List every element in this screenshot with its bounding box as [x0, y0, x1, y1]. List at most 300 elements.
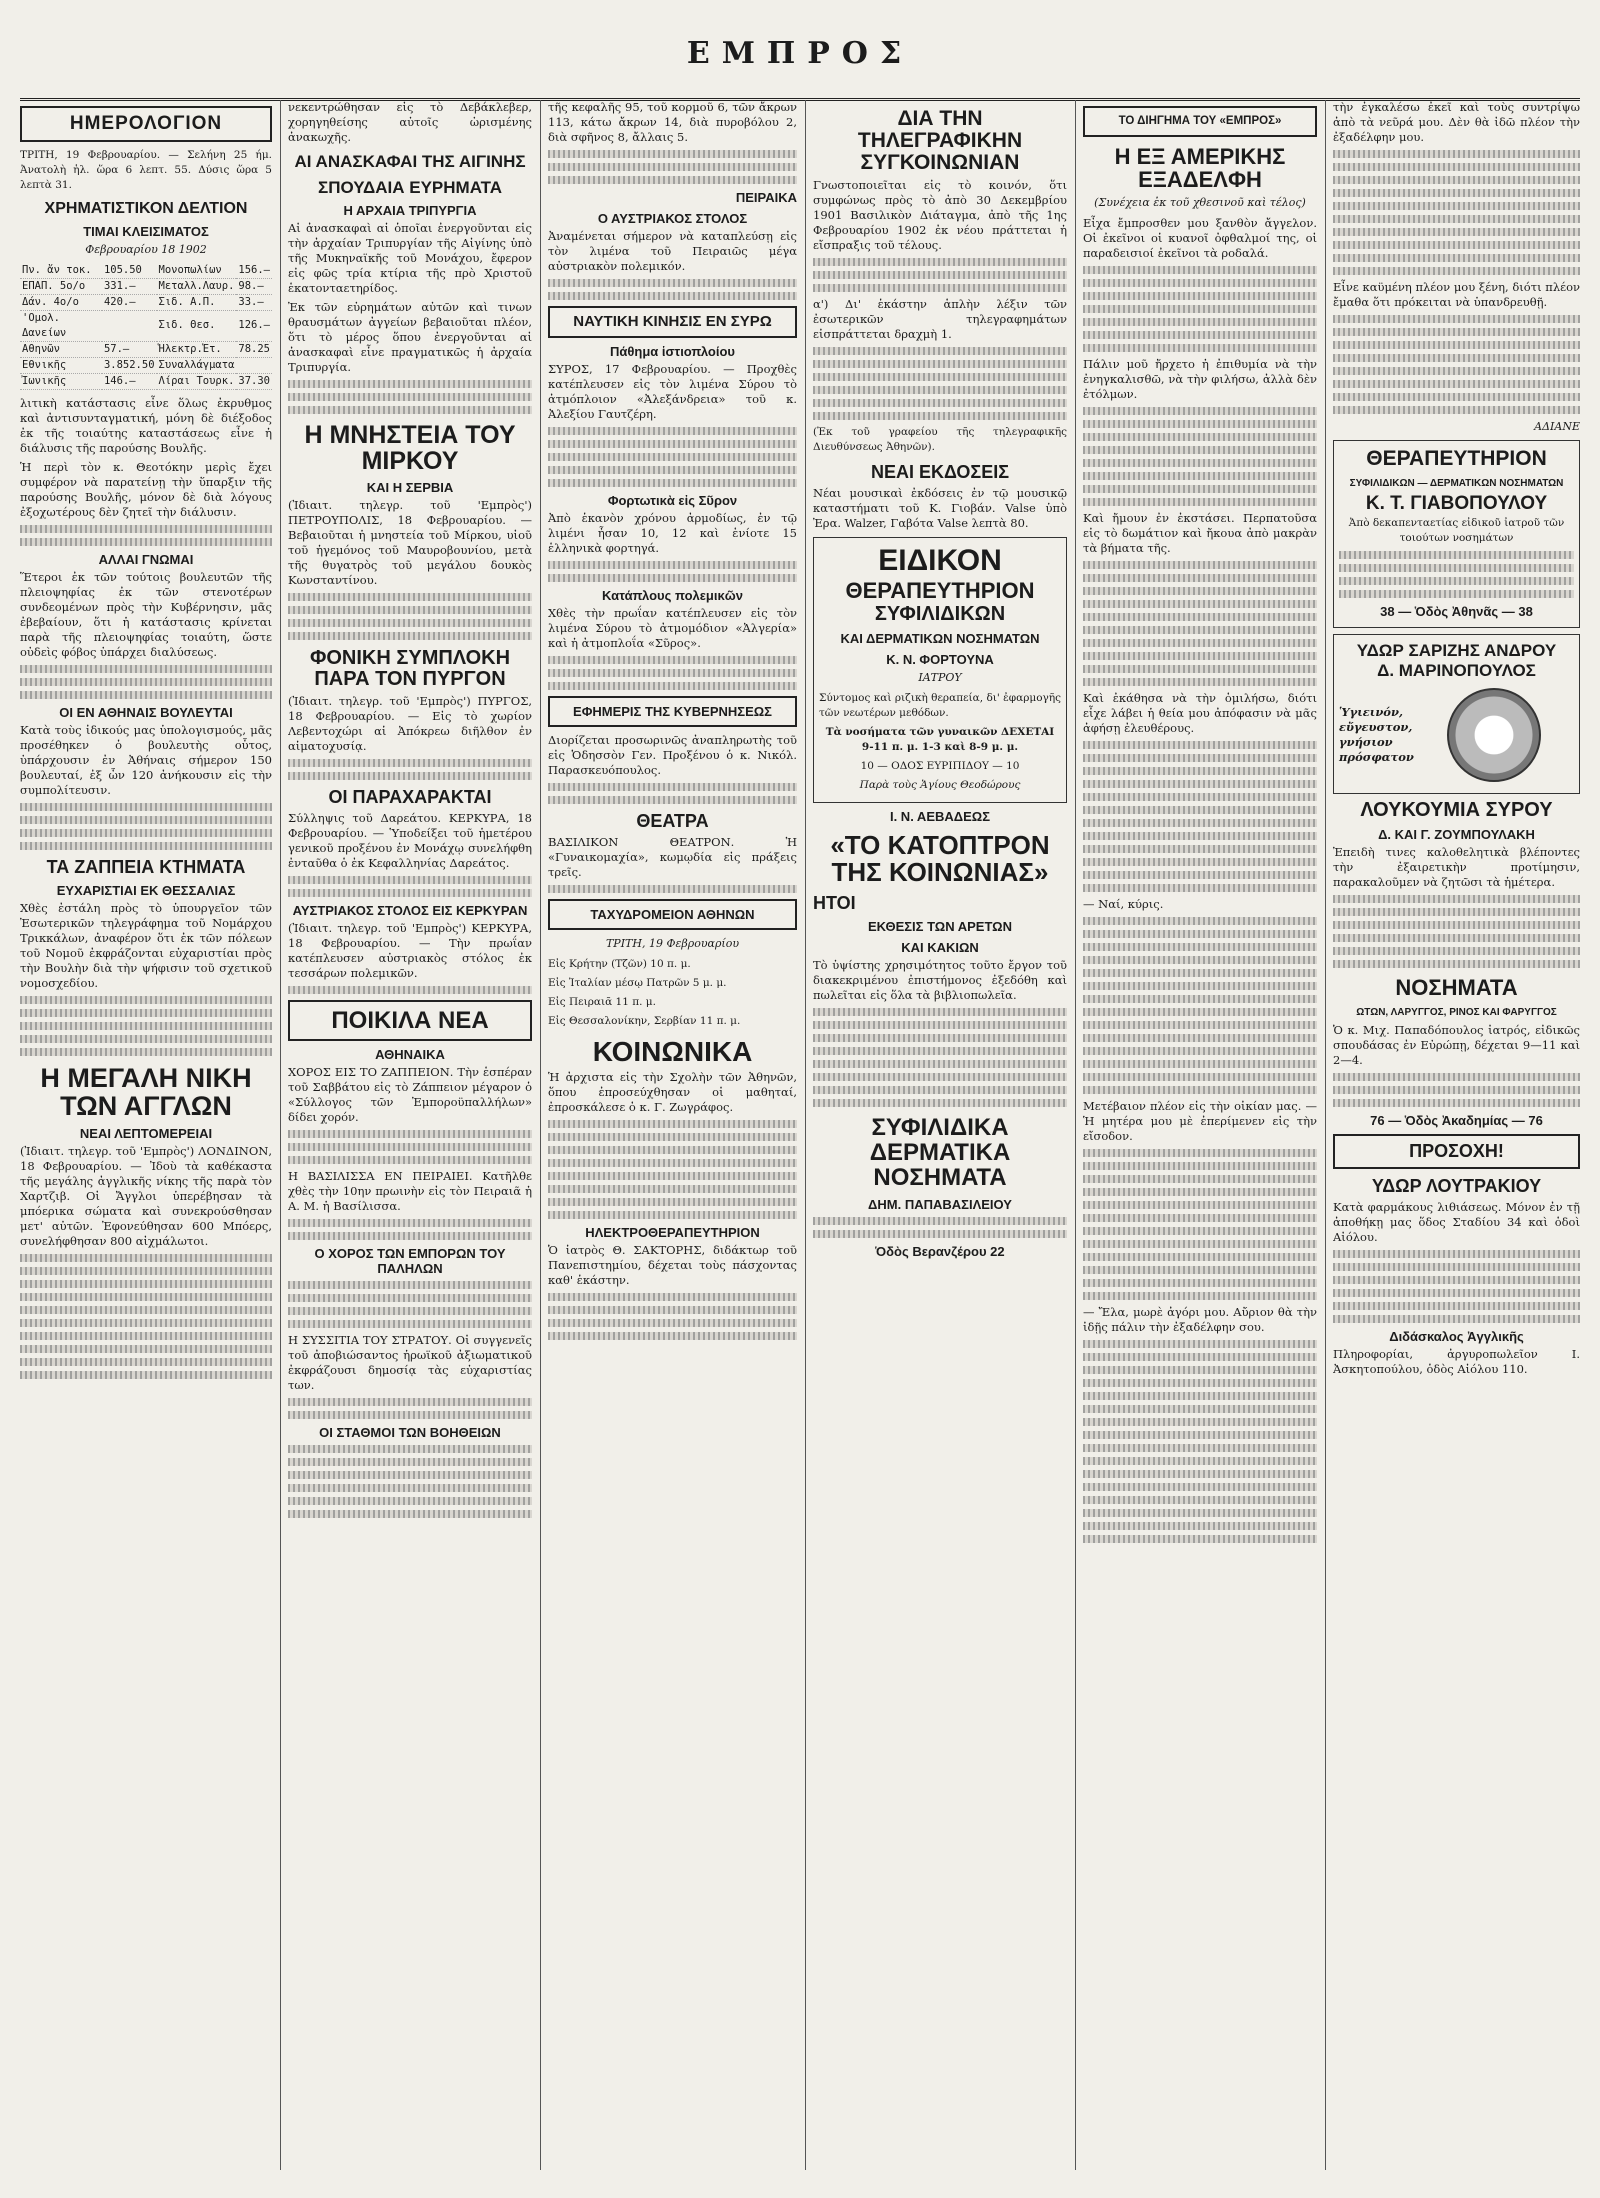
text-line-placeholder — [1083, 943, 1317, 951]
text-line-placeholder — [1333, 315, 1580, 323]
table-cell: Πν. ἄν τοκ. — [20, 263, 102, 279]
text-line-placeholder — [1083, 741, 1317, 749]
text-line-placeholder — [548, 292, 797, 300]
text-line-placeholder — [1333, 241, 1580, 249]
story-text: τὴν ἐγκαλέσω ἐκεῖ καὶ τοὺς συντρίψω ἀπὸ τὰ νεῦρά μου. Δὲν θὰ ἰδῶ πλέον τὴν ἐξαδέλφην μου. — [1333, 100, 1580, 144]
text-line-placeholder — [548, 796, 797, 804]
text-line-placeholder — [20, 1293, 272, 1301]
text-line-placeholder — [1333, 393, 1580, 401]
text-line-placeholder — [1083, 626, 1317, 634]
text-line-placeholder — [1083, 917, 1317, 925]
text-line-placeholder — [1083, 318, 1317, 326]
table-cell: 57.— — [102, 341, 157, 357]
text-line-placeholder — [1083, 754, 1317, 762]
article-text: Ἀναμένεται σήμερον νὰ καταπλεύσῃ εἰς τὸν λιμένα τοῦ Πειραιῶς μέγα αὐστριακὸν πολεμικόν. — [548, 229, 797, 273]
text-line-placeholder — [1339, 590, 1574, 598]
text-line-placeholder — [1083, 1418, 1317, 1426]
table-cell: ΕΠΑΠ. 5ο/ο — [20, 278, 102, 294]
article-text: Η ΣΥΣΣΙΤΙΑ ΤΟΥ ΣΤΡΑΤΟΥ. Οἱ συγγενεῖς τοῦ ἀποβιώσαντος ἡρωϊκοῦ ἀξιωματικοῦ ἐκφράζουσι δημοσίᾳ τὰς εὐχαριστίας των. — [288, 1333, 532, 1393]
article-text: ΧΟΡΟΣ ΕΙΣ ΤΟ ΖΑΠΠΕΙΟΝ. Τὴν ἑσπέραν τοῦ Σαββάτου εἰς τὸ Ζάππειον μέγαρον ὁ «Σύλλογος τῶν Ἐμποροϋπαλλήλων» δίδει χορόν. — [288, 1065, 532, 1125]
text-line-placeholder — [20, 1048, 272, 1056]
table-cell: Εθνικῆς — [20, 357, 102, 373]
section-subheading: ΑΘΗΝΑΙΚΑ — [375, 1047, 445, 1063]
text-line-placeholder — [20, 1022, 272, 1030]
article-text: (Ἰδιαιτ. τηλεγρ. τοῦ 'Εμπρὸς') ΠΥΡΓΟΣ, 18 Φεβρουαρίου. — Εἰς τὸ χωρίον Λεβεντοχώρι αἱ Ἀπόκρεω διῆλθον ἐν αἱματοχυσίᾳ. — [288, 694, 532, 754]
text-line-placeholder — [288, 1497, 532, 1505]
text-line-placeholder — [548, 440, 797, 448]
article-text: α') Δι' ἑκάστην ἁπλὴν λέξιν τῶν ἐσωτερικῶν τηλεγραφημάτων εἰσπράττεται δραχμὴ 1. — [813, 297, 1067, 342]
table-row — [20, 373, 272, 389]
text-line-placeholder — [813, 271, 1067, 279]
article-text: (Ἰδιαιτ. τηλεγρ. τοῦ 'Εμπρὸς') ΠΕΤΡΟΥΠΟΛΙΣ, 18 Φεβρουαρίου. — Βεβαιοῦται ἡ μνηστεία τοῦ Μίρκου, υἱοῦ τοῦ ἡγεμόνος τοῦ Μαυροβουνίου, μετὰ τῆς θυγατρὸς τοῦ μεγάλου δουκὸς Κωνσταντίνου. — [288, 498, 532, 588]
text-line-placeholder — [20, 1358, 272, 1366]
text-line-placeholder — [1333, 228, 1580, 236]
story-text: Καὶ ἐκάθησα νὰ τὴν ὁμιλήσω, διότι εἶχε λάβει ἡ θεία μου ἀπόφασιν νὰ μᾶς ἀφήσῃ ἐλευθέρους. — [1083, 691, 1317, 736]
table-cell: Σιδ. Θεσ. — [157, 310, 237, 341]
text-line-placeholder — [288, 889, 532, 897]
text-line-placeholder — [813, 399, 1067, 407]
text-line-placeholder — [1083, 1253, 1317, 1261]
ad-subheading: ΣΥΦΙΛΙΔΙΚΩΝ — ΔΕΡΜΑΤΙΚΩΝ ΝΟΣΗΜΑΤΩΝ — [1349, 478, 1564, 490]
text-line-placeholder — [1083, 858, 1317, 866]
article-text: Σύλληψις τοῦ Δαρεάτου. ΚΕΡΚΥΡΑ, 18 Φεβρουαρίου. — Ὑποδείξει τοῦ ἡμετέρου γενικοῦ προξένου ἐν Μονάχῳ συνελήφθη ἐνταῦθα ὁ ἐκ Κεφαλληνίας Δαρεάτος. — [288, 811, 532, 871]
table-cell: Μεταλλ.Λαυρ. — [157, 278, 237, 294]
story-text: Μετέβαιον πλέον εἰς τὴν οἰκίαν μας. — Ἡ μητέρα μου μὲ ἐπερίμενεν εἰς τὴν εἴσοδον. — [1083, 1099, 1317, 1144]
table-cell: Λίραι Τουρκ. — [157, 373, 237, 389]
article-text: (Ἰδιαιτ. τηλεγρ. τοῦ 'Εμπρὸς') ΛΟΝΔΙΝΟΝ, 18 Φεβρουαρίου. — Ἰδοὺ τὰ καθέκαστα τῆς μεγάλης ἀγγλικῆς νίκης τῆς παρὰ τὸν Χαρτζιβ. Οἱ Ἄγγλοι ὑπερέβησαν τὰ μπόερικα σώματα καὶ συνεκρούσθησαν μετ' αὐτῶν. Ἐφονεύθησαν 600 Μπόερς, συνελήφθησαν 800 αἰχμάλωτοι. — [20, 1144, 272, 1249]
text-line-placeholder — [1083, 1073, 1317, 1081]
text-line-placeholder — [20, 678, 272, 686]
text-line-placeholder — [1333, 254, 1580, 262]
article-text: νεκεντρώθησαν εἰς τὸ Δεβάκλεβερ, χορηγηθείσης αὐτοῖς ὡρισμένης ἀνακωχῆς. — [288, 100, 532, 144]
text-line-placeholder — [288, 1156, 532, 1164]
text-line-placeholder — [548, 561, 797, 569]
text-line-placeholder — [1083, 1444, 1317, 1452]
text-line-placeholder — [813, 1008, 1067, 1016]
ad-text: Κατὰ φαρμάκους λιθιάσεως. Μόνον ἐν τῇ ἀποθήκῃ μας ὅδος Σταδίου 34 καὶ ὁδοὶ Αἰόλου. — [1333, 1199, 1580, 1244]
text-line-placeholder — [1083, 678, 1317, 686]
text-line-placeholder — [1083, 459, 1317, 467]
text-line-placeholder — [20, 1345, 272, 1353]
text-line-placeholder — [813, 360, 1067, 368]
text-line-placeholder — [1083, 498, 1317, 506]
ad-location: Παρὰ τοὺς Ἁγίους Θεοδώρους — [859, 778, 1021, 791]
text-line-placeholder — [813, 1034, 1067, 1042]
article-text: Κατὰ τοὺς ἰδικούς μας ὑπολογισμούς, μᾶς προσέθηκεν ὁ βουλευτὴς οὗτος, ὑπάρχουσιν ἐν Ἀθήναις σήμερον 150 βουλευταί, ἐξ ὧν 120 ἀνήκουσιν εἰς τὴν συμπολίτευσιν. — [20, 722, 272, 797]
text-line-placeholder — [1083, 1021, 1317, 1029]
text-line-placeholder — [1083, 956, 1317, 964]
article-text: Διορίζεται προσωρινῶς ἀναπληρωτὴς τοῦ εἰς Ὁδησσὸν Γεν. Προξένου ὁ κ. Νικόλ. Παρασκευόπουλος. — [548, 732, 797, 777]
text-line-placeholder — [813, 1086, 1067, 1094]
text-line-placeholder — [1083, 780, 1317, 788]
text-line-placeholder — [20, 803, 272, 811]
headline-mirror: «ΤΟ ΚΑΤΟΠΤΡΟΝ ΤΗΣ ΚΟΙΝΩΝΙΑΣ» — [830, 829, 1050, 887]
text-line-placeholder — [288, 1458, 532, 1466]
text-line-placeholder — [288, 759, 532, 767]
post-line: Εἰς Κρήτην (Τζῶν) 10 π. μ. — [548, 957, 691, 970]
text-line-placeholder — [1083, 1392, 1317, 1400]
text-line-placeholder — [1333, 202, 1580, 210]
text-line-placeholder — [20, 1267, 272, 1275]
table-cell: 33.— — [236, 294, 272, 310]
table-row — [20, 294, 272, 310]
text-line-placeholder — [1333, 215, 1580, 223]
section-heading: ΤΑ ΖΑΠΠΕΙΑ ΚΤΗΜΑΤΑ — [46, 856, 246, 877]
text-line-placeholder — [548, 279, 797, 287]
text-line-placeholder — [1339, 551, 1574, 559]
text-line-placeholder — [548, 176, 797, 184]
text-line-placeholder — [288, 632, 532, 640]
text-line-placeholder — [288, 1143, 532, 1151]
section-heading: ΑΛΛΑΙ ΓΝΩΜΑΙ — [98, 551, 194, 567]
text-line-placeholder — [1083, 1353, 1317, 1361]
section-subheading: Πάθημα ἱστιοπλοίου — [609, 343, 735, 359]
text-line-placeholder — [548, 1120, 797, 1128]
column-3 — [548, 100, 797, 2170]
ad-address: 38 — Ὁδὸς Ἀθηνᾶς — 38 — [1380, 603, 1533, 619]
text-line-placeholder — [1083, 344, 1317, 352]
text-line-placeholder — [20, 829, 272, 837]
text-line-placeholder — [1339, 564, 1574, 572]
text-line-placeholder — [1083, 407, 1317, 415]
story-text: Εἶνε καϋμένη πλέον μου ξένη, διότι πλέον ἔμαθα ὅτι πρόκειται νὰ ὑπανδρευθῇ. — [1333, 280, 1580, 309]
text-line-placeholder — [813, 1099, 1067, 1107]
text-line-placeholder — [813, 1073, 1067, 1081]
ad-feature: γνήσιον — [1339, 734, 1393, 749]
text-line-placeholder — [548, 453, 797, 461]
section-heading: ΤΟ ΔΙΗΓΗΜΑ ΤΟΥ «ΕΜΠΡΟΣ» — [1083, 106, 1317, 137]
text-line-placeholder — [1083, 832, 1317, 840]
column-6 — [1333, 100, 1580, 2170]
text-line-placeholder — [288, 1398, 532, 1406]
text-line-placeholder — [1083, 819, 1317, 827]
ad-subheading: ΩΤΩΝ, ΛΑΡΥΓΓΟΣ, ΡΙΝΟΣ ΚΑΙ ΦΑΡΥΓΓΟΣ — [1356, 1006, 1557, 1018]
text-line-placeholder — [20, 1280, 272, 1288]
text-line-placeholder — [813, 373, 1067, 381]
ad-doctor: Κ. Τ. ΓΙΑΒΟΠΟΥΛΟΥ — [1365, 493, 1548, 515]
table-cell: 'Ομολ. Δανείων — [20, 310, 102, 341]
headline-victory: Η ΜΕΓΑΛΗ ΝΙΚΗ ΤΩΝ ΑΓΓΛΩΝ — [40, 1062, 252, 1121]
text-line-placeholder — [813, 1021, 1067, 1029]
column-divider — [1325, 100, 1326, 2170]
ad-heading: ΘΕΡΑΠΕΥΤΗΡΙΟΝ — [1366, 447, 1547, 470]
ad-heading: ΣΥΦΙΛΙΔΙΚΩΝ — [874, 602, 1006, 625]
text-line-placeholder — [1333, 367, 1580, 375]
finance-heading: ΧΡΗΜΑΤΙΣΤΙΚΟΝ ΔΕΛΤΙΟΝ — [44, 199, 248, 217]
section-heading: ΔΙΑ ΤΗΝ ΤΗΛΕΓΡΑΦΙΚΗΝ ΣΥΓΚΟΙΝΩΝΙΑΝ — [857, 107, 1023, 175]
article-text: Αἱ ἀνασκαφαὶ αἱ ὁποῖαι ἐνεργοῦνται εἰς τὴν ἀρχαίαν Τριπυργίαν τῆς Αἰγίνης ὑπὸ τῆς Μυκηναϊκῆς τοῦ Μονάχου, ἔφερον εἰς φῶς τρία κτίρια τῆς πρὸ Χριστοῦ ἑκατονταετηρίδος. — [288, 220, 532, 295]
table-cell: Αθηνῶν — [20, 341, 102, 357]
ad-heading: ΘΕΡΑΠΕΥΤΗΡΙΟΝ — [845, 577, 1035, 603]
text-line-placeholder — [548, 1306, 797, 1314]
text-line-placeholder — [1083, 1470, 1317, 1478]
table-row — [20, 310, 272, 341]
text-line-placeholder — [20, 996, 272, 1004]
text-line-placeholder — [1083, 1047, 1317, 1055]
section-subheading: ΝΕΑΙ ΛΕΠΤΟΜΕΡΕΙΑΙ — [79, 1126, 213, 1142]
text-line-placeholder — [1083, 1240, 1317, 1248]
table-cell: 98.— — [236, 278, 272, 294]
text-line-placeholder — [1083, 292, 1317, 300]
article-text: (Ἰδιαιτ. τηλεγρ. τοῦ 'Εμπρὸς') ΚΕΡΚΥΡΑ, 18 Φεβρουαρίου. — Τὴν πρωΐαν κατέπλευσεν αὐστριακὸς στόλος ἐκ τεσσάρων πολεμικῶν. — [288, 921, 532, 981]
column-1 — [20, 100, 272, 2170]
text-line-placeholder — [20, 665, 272, 673]
text-line-placeholder — [1083, 561, 1317, 569]
text-line-placeholder — [20, 1009, 272, 1017]
post-line: Εἰς Πειραιᾶ 11 π. μ. — [548, 995, 656, 1008]
text-line-placeholder — [1333, 341, 1580, 349]
calendar-heading: ΗΜΕΡΟΛΟΓΙΟΝ — [20, 106, 272, 142]
text-line-placeholder — [813, 347, 1067, 355]
article-text: Νέαι μουσικαὶ ἐκδόσεις ἐν τῷ μουσικῷ καταστήματι τοῦ Κ. Γιοβάν. Valse ὑπὸ Ἐρα. Walzer, Γαβότα Valse λεπτὰ 80. — [813, 486, 1067, 531]
text-line-placeholder — [288, 1471, 532, 1479]
text-line-placeholder — [1083, 806, 1317, 814]
text-line-placeholder — [1083, 1201, 1317, 1209]
text-line-placeholder — [1333, 1250, 1580, 1258]
article-text: Χθὲς ἐστάλη πρὸς τὸ ὑπουργεῖον τῶν Ἐσωτερικῶν τηλεγράφημα τοῦ Νομάρχου Τρικκάλων, ἀναφέρον ὅτι ἐκ τῶν πόλεων τοῦ Νομοῦ ἐκφράζονται εὐχαριστίαι πρὸς τὴν Βουλὴν διὰ τὴν ψήφισιν τοῦ σχετικοῦ νομοσχεδίου. — [20, 900, 272, 990]
article-text: Χθὲς τὴν πρωΐαν κατέπλευσεν εἰς τὸν λιμένα Σύρου τὸ ἀτμομόδιον «Ἀλγερία» καὶ ἡ ἀτμοπλοΐα «Σῦρος». — [548, 605, 797, 650]
ad-subheading: ΚΑΙ ΔΕΡΜΑΤΙΚΩΝ ΝΟΣΗΜΑΤΩΝ — [840, 630, 1040, 646]
article-source: (Ἐκ τοῦ γραφείου τῆς τηλεγραφικῆς Διευθύνσεως Ἀθηνῶν). — [813, 426, 1067, 454]
column-divider — [805, 100, 806, 2170]
ad-doctor: ΔΗΜ. ΠΑΠΑΒΑΣΙΛΕΙΟΥ — [868, 1196, 1012, 1212]
text-line-placeholder — [1333, 176, 1580, 184]
text-line-placeholder — [1083, 1034, 1317, 1042]
text-line-placeholder — [1333, 328, 1580, 336]
table-row — [20, 278, 272, 294]
ad-text: Ἐπειδὴ τινες καλοθελητικὰ βλέποντες τὴν ἐξαιρετικὴν προτίμησιν, παρακαλοῦμεν νὰ ζητῶσι τὰ ἡμέτερα. — [1333, 844, 1580, 889]
article-text: Τὸ ὑψίστης χρησιμότητος τοῦτο ἔργον τοῦ διακεκριμένου ἐπιστήμονος ἐξεδόθη καὶ πωλεῖται εἰς ὅλα τὰ βιβλιοπωλεῖα. — [813, 958, 1067, 1003]
text-line-placeholder — [20, 525, 272, 533]
text-line-placeholder — [1333, 947, 1580, 955]
table-cell: Δάν. 4ο/ο — [20, 294, 102, 310]
text-line-placeholder — [1083, 665, 1317, 673]
text-line-placeholder — [1333, 921, 1580, 929]
text-line-placeholder — [1333, 1315, 1580, 1323]
table-cell: 105.50 — [102, 263, 157, 279]
section-heading: ΠΕΙΡΑΙΚΑ — [735, 190, 797, 205]
text-line-placeholder — [1083, 1522, 1317, 1530]
text-line-placeholder — [813, 1047, 1067, 1055]
ad-address: 10 — ΟΔΟΣ ΕΥΡΙΠΙΔΟΥ — 10 — [860, 759, 1020, 772]
masthead — [20, 22, 1580, 92]
article-text: Ἕτεροι ἐκ τῶν τούτοις βουλευτῶν τῆς πλειοψηφίας ἐκ τῶν στενοτέρων συνδεομένων πρὸς τὴν Κυβέρνησιν, μᾶς ἐβεβαίουν, ὅτι ἡ κατάστασις κρίνεται παρὰ τῆς πλειοψηφίας τοιαύτη, ὥστε οὐδεὶς φόβος ὑπάρχει διαλύσεως. — [20, 569, 272, 659]
text-line-placeholder — [288, 593, 532, 601]
post-line: Εἰς Θεσσαλονίκην, Σερβίαν 11 π. μ. — [548, 1014, 741, 1027]
newspaper-title: ΕΜΠΡΟΣ — [686, 36, 914, 71]
ad-heading: ΣΥΦΙΛΙΔΙΚΑ ΔΕΡΜΑΤΙΚΑ ΝΟΣΗΜΑΤΑ — [869, 1114, 1011, 1192]
text-line-placeholder — [548, 1159, 797, 1167]
prices-date: Φεβρουαρίου 18 1902 — [85, 242, 207, 256]
ad-text: Ἀπὸ δεκαπενταετίας εἰδικοῦ ἰατροῦ τῶν τοιούτων νοσημάτων — [1348, 516, 1565, 544]
table-row — [20, 263, 272, 279]
text-line-placeholder — [288, 876, 532, 884]
text-line-placeholder — [1083, 1266, 1317, 1274]
table-cell — [236, 357, 272, 373]
article-text: Ἡ ἀρχιστα εἰς τὴν Σχολὴν τῶν Ἀθηνῶν, ὅπου ἐπροσεύχθησαν οἱ μαθηταί, ἐπροσκάλεσε ὁ κ. Γ. Ζωγράφος. — [548, 1070, 797, 1115]
article-text: ΒΑΣΙΛΙΚΟΝ ΘΕΑΤΡΟΝ. Ἡ «Γυναικομαχία», κωμῳδία εἰς πράξεις τρεῖς. — [548, 834, 797, 879]
text-line-placeholder — [288, 606, 532, 614]
text-line-placeholder — [20, 1306, 272, 1314]
text-line-placeholder — [548, 1293, 797, 1301]
ad-hours: Τὰ νοσήματα τῶν γυναικῶν ΔΕΧΕΤΑΙ 9-11 π. μ. 1-3 καὶ 8-9 μ. μ. — [825, 725, 1055, 753]
ad-title: ΙΑΤΡΟΥ — [918, 670, 962, 684]
section-heading: ΘΕΑΤΡΑ — [636, 810, 709, 831]
table-cell: Ἰωνικῆς — [20, 373, 102, 389]
section-heading: ΟΙ ΕΝ ΑΘΗΝΑΙΣ ΒΟΥΛΕΥΤΑΙ — [59, 704, 233, 720]
text-line-placeholder — [1083, 613, 1317, 621]
text-line-placeholder — [1333, 267, 1580, 275]
text-line-placeholder — [1083, 1060, 1317, 1068]
post-line: Εἰς Ἰταλίαν μέσῳ Πατρῶν 5 μ. μ. — [548, 976, 727, 989]
text-line-placeholder — [288, 1510, 532, 1518]
text-line-placeholder — [1083, 1175, 1317, 1183]
advertisement-clinic-2 — [1333, 440, 1580, 628]
text-line-placeholder — [288, 406, 532, 414]
section-heading: ΦΟΝΙΚΗ ΣΥΜΠΛΟΚΗ ΠΑΡΑ ΤΟΝ ΠΥΡΓΟΝ — [309, 647, 511, 691]
section-subheading: Ο ΑΥΣΤΡΙΑΚΟΣ ΣΤΟΛΟΣ — [597, 211, 748, 226]
text-line-placeholder — [1333, 1086, 1580, 1094]
text-line-placeholder — [1083, 982, 1317, 990]
section-subheading: ΣΠΟΥΔΑΙΑ ΕΥΡΗΜΑΤΑ — [318, 177, 502, 197]
column-2 — [288, 100, 532, 2170]
text-line-placeholder — [20, 1332, 272, 1340]
text-line-placeholder — [20, 842, 272, 850]
ad-doctor: Κ. Ν. ΦΟΡΤΟΥΝΑ — [886, 651, 994, 667]
story-signature: ΑΔΙΑΝΕ — [1534, 420, 1580, 433]
text-line-placeholder — [288, 1232, 532, 1240]
column-5 — [1083, 100, 1317, 2170]
story-text: — Ναί, κύρις. — [1083, 897, 1164, 912]
section-subheading: ΗΤΟΙ — [813, 893, 856, 914]
text-line-placeholder — [548, 150, 797, 158]
story-text: — Ἔλα, μωρὲ ἀγόρι μου. Αὔριον θὰ τὴν ἰδῇς πάλιν τὴν ἐξαδέλφην σου. — [1083, 1305, 1317, 1335]
ad-heading: Διδάσκαλος Ἀγγλικῆς — [1389, 1328, 1524, 1344]
text-line-placeholder — [548, 1198, 797, 1206]
column-divider — [540, 100, 541, 2170]
ad-address: 76 — Ὁδὸς Ἀκαδημίας — 76 — [1370, 1112, 1543, 1128]
text-line-placeholder — [548, 1319, 797, 1327]
text-line-placeholder — [1333, 1302, 1580, 1310]
text-line-placeholder — [1083, 331, 1317, 339]
ad-heading: ΛΟΥΚΟΥΜΙΑ ΣΥΡΟΥ — [1360, 798, 1553, 821]
text-line-placeholder — [1333, 406, 1580, 414]
section-heading: ΑΙ ΑΝΑΣΚΑΦΑΙ ΤΗΣ ΑΙΓΙΝΗΣ — [294, 152, 526, 171]
table-row — [20, 341, 272, 357]
text-line-placeholder — [813, 1217, 1067, 1225]
post-date: ΤΡΙΤΗ, 19 Φεβρουαρίου — [605, 936, 740, 950]
text-line-placeholder — [20, 816, 272, 824]
section-heading: ΚΟΙΝΩΝΙΚΑ — [592, 1035, 753, 1067]
text-line-placeholder — [1083, 845, 1317, 853]
text-line-placeholder — [1083, 1496, 1317, 1504]
section-subheading: Φορτωτικὰ εἰς Σῦρον — [607, 492, 738, 508]
article-text: Ἡ περὶ τὸν κ. Θεοτόκην μερὶς ἔχει συμφέρον νὰ παρατείνῃ τὴν ὕπαρξιν τῆς παρούσης Βουλῆς, μόνον δὲ διὰ λόγους ἐξοχωτέρους δὲν ζητεῖ τὴν διάλυσιν. — [20, 459, 272, 519]
text-line-placeholder — [548, 1146, 797, 1154]
article-text: Η ΒΑΣΙΛΙΣΣΑ ΕΝ ΠΕΙΡΑΙΕΙ. Κατῆλθε χθὲς τὴν 10ην πρωινὴν εἰς τὸν Πειραιᾶ ἡ Α. Μ. ἡ Βασίλισσα. — [288, 1169, 532, 1214]
text-line-placeholder — [1339, 577, 1574, 585]
text-line-placeholder — [1083, 1340, 1317, 1348]
publisher-name: Ι. Ν. ΑΕΒΑΔΕΩΣ — [889, 808, 991, 824]
text-line-placeholder — [548, 479, 797, 487]
table-cell: 3.852.50 — [102, 357, 157, 373]
text-line-placeholder — [1333, 908, 1580, 916]
text-line-placeholder — [1083, 485, 1317, 493]
ad-feature: Ὑγιεινόν, — [1339, 704, 1403, 719]
text-line-placeholder — [20, 1319, 272, 1327]
text-line-placeholder — [1083, 995, 1317, 1003]
text-line-placeholder — [1083, 1379, 1317, 1387]
text-line-placeholder — [1083, 574, 1317, 582]
text-line-placeholder — [1333, 354, 1580, 362]
text-line-placeholder — [1083, 969, 1317, 977]
table-cell: 420.— — [102, 294, 157, 310]
text-line-placeholder — [1083, 420, 1317, 428]
ad-owner: Δ. ΚΑΙ Γ. ΖΟΥΜΠΟΥΛΑΚΗ — [1378, 826, 1535, 842]
text-line-placeholder — [1333, 960, 1580, 968]
text-line-placeholder — [288, 772, 532, 780]
column-divider — [280, 100, 281, 2170]
text-line-placeholder — [288, 1484, 532, 1492]
text-line-placeholder — [20, 691, 272, 699]
section-heading: ΝΑΥΤΙΚΗ ΚΙΝΗΣΙΣ ΕΝ ΣΥΡΩ — [548, 306, 797, 338]
ad-address: Ὁδὸς Βερανζέρου 22 — [875, 1243, 1005, 1259]
section-heading: ΟΙ ΠΑΡΑΧΑΡΑΚΤΑΙ — [328, 787, 492, 808]
text-line-placeholder — [1333, 1073, 1580, 1081]
text-line-placeholder — [1083, 884, 1317, 892]
ad-text: Σύντομος καὶ ριζικὴ θεραπεία, δι' ἐφαρμογῆς τῶν νεωτέρων μεθόδων. — [819, 691, 1061, 719]
text-line-placeholder — [548, 885, 797, 893]
text-line-placeholder — [1083, 446, 1317, 454]
text-line-placeholder — [1083, 1457, 1317, 1465]
text-line-placeholder — [1333, 380, 1580, 388]
text-line-placeholder — [1083, 279, 1317, 287]
text-line-placeholder — [1083, 1162, 1317, 1170]
ad-heading: ΝΟΣΗΜΑΤΑ — [1395, 974, 1518, 1000]
text-line-placeholder — [813, 1060, 1067, 1068]
text-line-placeholder — [1083, 1366, 1317, 1374]
ad-text: Ὁ κ. Μιχ. Παπαδόπουλος ἰατρός, εἰδικῶς σπουδάσας ἐν Εὐρώπῃ, δέχεται 9—11 καὶ 2—4. — [1333, 1022, 1580, 1067]
table-row — [20, 357, 272, 373]
table-cell: 37.30 — [236, 373, 272, 389]
text-line-placeholder — [548, 669, 797, 677]
text-line-placeholder — [20, 1035, 272, 1043]
text-line-placeholder — [288, 619, 532, 627]
text-line-placeholder — [1083, 1227, 1317, 1235]
ad-heading: ΠΡΟΣΟΧΗ! — [1333, 1134, 1580, 1169]
column-divider — [1075, 100, 1076, 2170]
text-line-placeholder — [548, 682, 797, 690]
text-line-placeholder — [288, 1294, 532, 1302]
text-line-placeholder — [1333, 1289, 1580, 1297]
text-line-placeholder — [1083, 433, 1317, 441]
section-subheading: ΕΥΧΑΡΙΣΤΙΑΙ ΕΚ ΘΕΣΣΑΛΙΑΣ — [56, 882, 236, 898]
section-subheading: Η ΑΡΧΑΙΑ ΤΡΙΠΥΡΓΙΑ — [343, 202, 477, 218]
text-line-placeholder — [288, 1281, 532, 1289]
text-line-placeholder — [288, 1130, 532, 1138]
table-cell — [102, 310, 157, 341]
story-title: Η ΕΞ ΑΜΕΡΙΚΗΣ ΕΞΑΔΕΛΦΗ — [1114, 144, 1286, 193]
calendar-text: ΤΡΙΤΗ, 19 Φεβρουαρίου. — Σελήνη 25 ήμ. Ἀνατολὴ ἡλ. ὥρα 6 λεπτ. 55. Δύσις ὥρα 5 λεπτὰ 31. — [20, 148, 272, 191]
section-subheading: ΚΑΙ ΚΑΚΙΩΝ — [901, 940, 979, 956]
text-line-placeholder — [1333, 163, 1580, 171]
text-line-placeholder — [813, 412, 1067, 420]
text-line-placeholder — [288, 1307, 532, 1315]
table-cell: 156.— — [236, 263, 272, 279]
text-line-placeholder — [1083, 1292, 1317, 1300]
ad-heading: ΥΔΩΡ ΣΑΡΙΖΗΣ ΑΝΔΡΟΥ — [1356, 640, 1557, 660]
text-line-placeholder — [1333, 895, 1580, 903]
